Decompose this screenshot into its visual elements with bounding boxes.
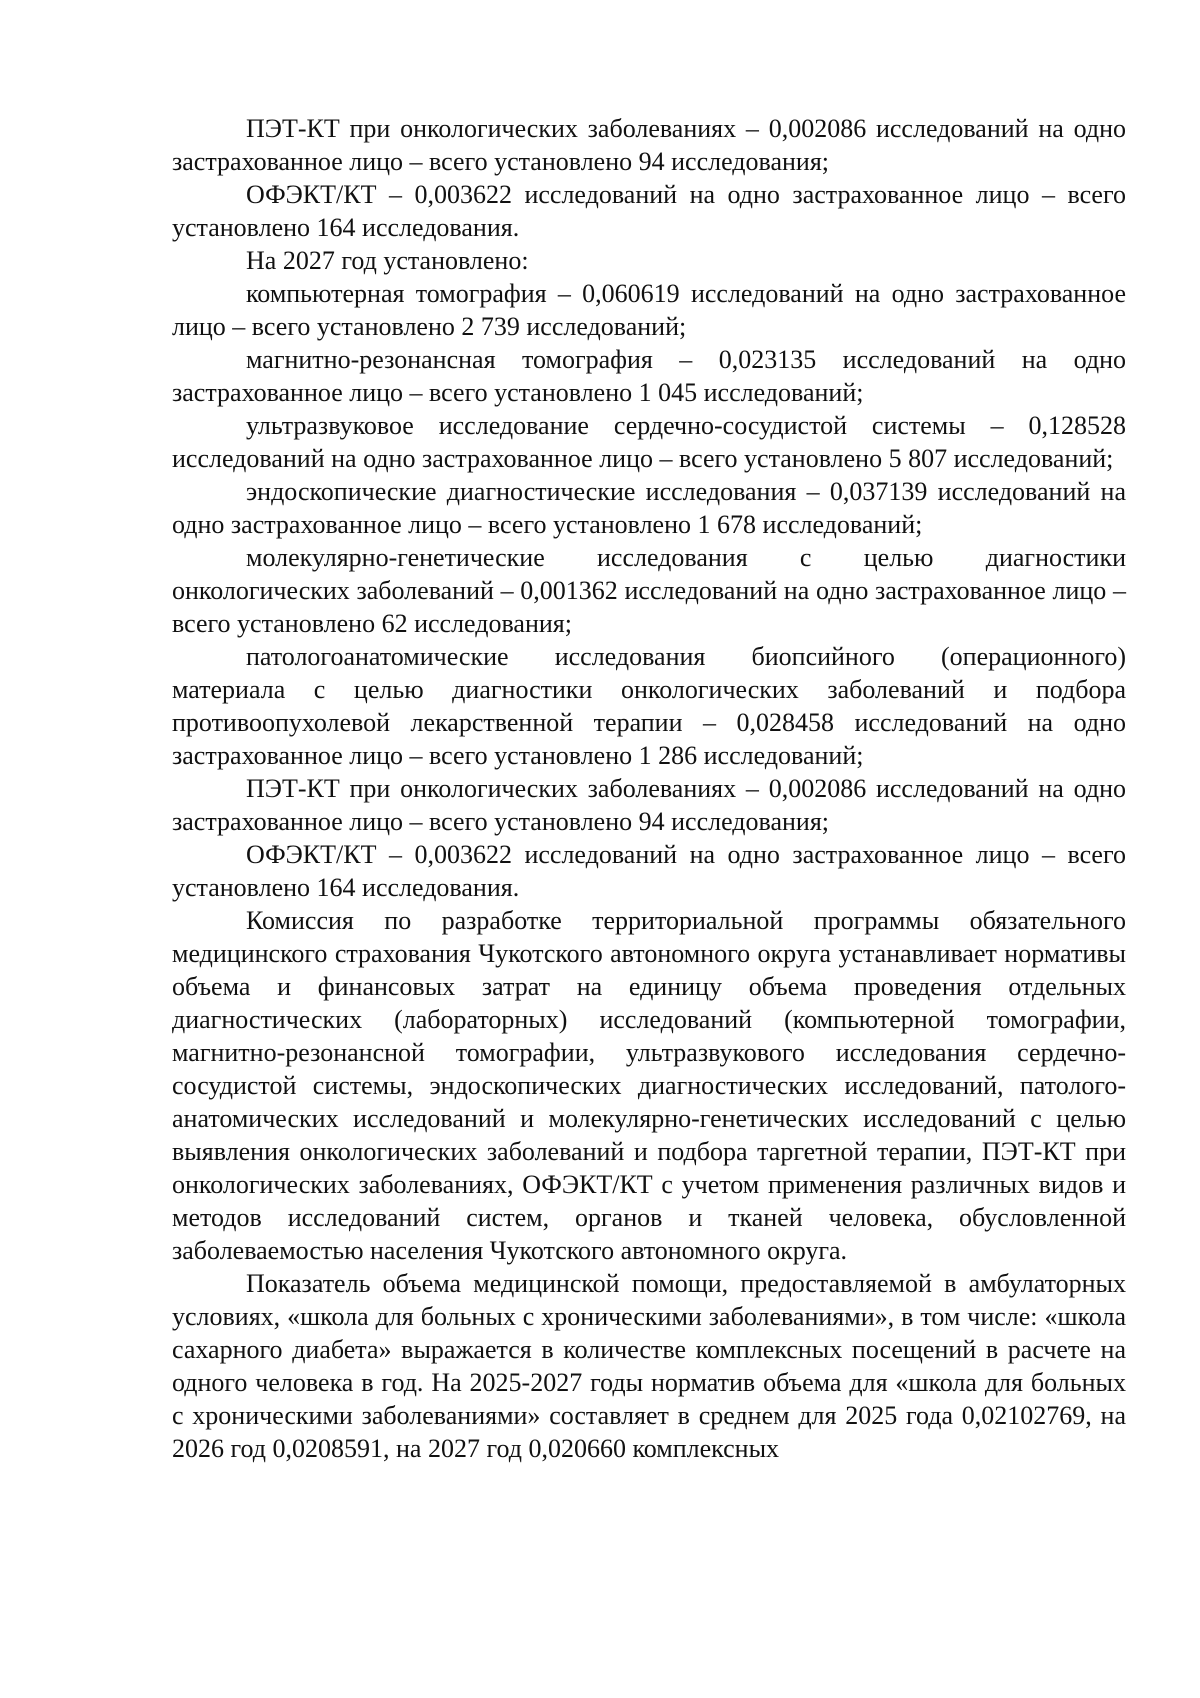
paragraph-ofekt-ct-2026: ОФЭКТ/КТ – 0,003622 исследований на одно застрахованное лицо – всего установлено 164 исследования.: [172, 180, 1126, 242]
paragraph-ct-2027: компьютерная томография – 0,060619 исследований на одно застрахованное лицо – всего установлено 2 739 исследований;: [172, 279, 1126, 341]
paragraph-2027-heading: На 2027 год установлено:: [246, 246, 529, 275]
paragraph-mri-2027: магнитно-резонансная томография – 0,023135 исследований на одно застрахованное лицо – всего установлено 1 045 исследований;: [172, 345, 1126, 407]
paragraph-pet-ct-2026: ПЭТ-КТ при онкологических заболеваниях – 0,002086 исследований на одно застрахованное лицо – всего установлено 94 исследования;: [172, 114, 1126, 176]
paragraph-molecular-genetic-2027: молекулярно-генетические исследования с целью диагностики онкологических заболеваний – 0,001362 исследований на одно застрахованное лицо – всего установлено 62 исследования;: [172, 543, 1126, 638]
document-page: [172, 112, 1126, 1465]
paragraph-ofekt-ct-2027: ОФЭКТ/КТ – 0,003622 исследований на одно застрахованное лицо – всего установлено 164 исследования.: [172, 840, 1126, 902]
paragraph-endoscopy-2027: эндоскопические диагностические исследования – 0,037139 исследований на одно застрахованное лицо – всего установлено 1 678 исследований;: [172, 477, 1126, 539]
paragraph-pathology-2027: патологоанатомические исследования биопсийного (операционного) материала с целью диагностики онкологических заболеваний и подбора противоопухолевой лекарственной терапии – 0,028458 исследований на одно застрахованное лицо – всего установлено 1 286 исследований;: [172, 642, 1126, 770]
paragraph-commission: Комиссия по разработке территориальной программы обязательного медицинского страхования Чукотского автономного округа устанавливает нормативы объема и финансовых затрат на единицу объема проведения отдельных диагностических (лабораторных) исследований (компьютерной томографии, магнитно-резонансной томографии, ультразвукового исследования сердечно-сосудистой системы, эндоскопических диагностических исследований, патолого-анатомических исследований и молекулярно-генетических исследований с целью выявления онкологических заболеваний и подбора таргетной терапии, ПЭТ-КТ при онкологических заболеваниях, ОФЭКТ/КТ с учетом применения различных видов и методов исследований систем, органов и тканей человека, обусловленной заболеваемостью населения Чукотского автономного округа.: [172, 906, 1126, 1265]
paragraph-pet-ct-2027: ПЭТ-КТ при онкологических заболеваниях – 0,002086 исследований на одно застрахованное лицо – всего установлено 94 исследования;: [172, 774, 1126, 836]
paragraph-school-indicator: Показатель объема медицинской помощи, предоставляемой в амбулаторных условиях, «школа для больных с хроническими заболеваниями», в том числе: «школа сахарного диабета» выражается в количестве комплексных посещений в расчете на одного человека в год. На 2025-2027 годы норматив объема для «школа для больных с хроническими заболеваниями» составляет в среднем для 2025 года 0,02102769, на 2026 год 0,0208591, на 2027 год 0,020660 комплексных: [172, 1269, 1126, 1463]
paragraph-ultrasound-2027: ультразвуковое исследование сердечно-сосудистой системы – 0,128528 исследований на одно застрахованное лицо – всего установлено 5 807 исследований;: [172, 411, 1126, 473]
